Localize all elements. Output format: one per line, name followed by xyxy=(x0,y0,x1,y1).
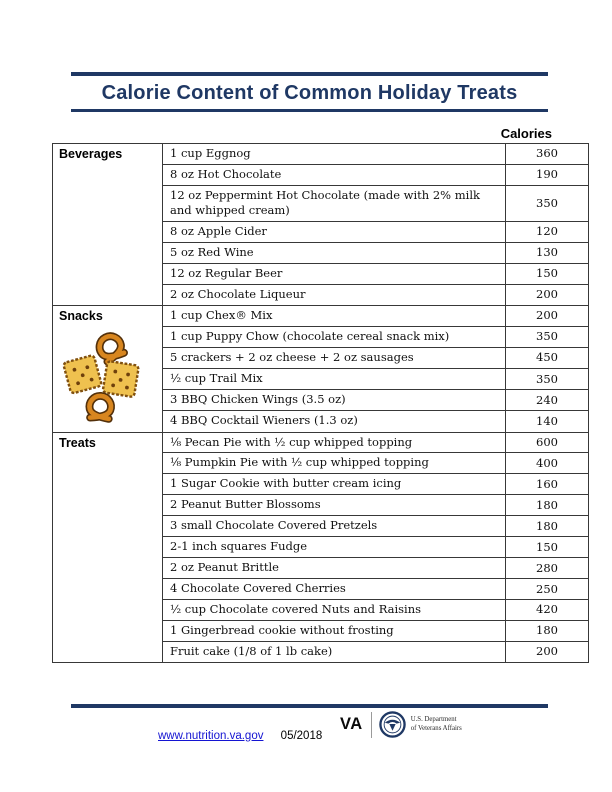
va-dept-line1: U.S. Department xyxy=(410,715,457,723)
footer-rule xyxy=(71,704,548,708)
calorie-table xyxy=(52,143,589,663)
item-cell: 1 Sugar Cookie with butter cream icing xyxy=(163,474,506,495)
item-cell: 1 cup Eggnog xyxy=(163,144,506,165)
calories-cell: 350 xyxy=(506,368,589,389)
calories-cell: 160 xyxy=(506,474,589,495)
va-dept-line2: of Veterans Affairs xyxy=(410,724,462,732)
category-cell xyxy=(53,432,163,662)
item-cell: 1 Gingerbread cookie without frosting xyxy=(163,620,506,641)
category-label: Beverages xyxy=(59,147,123,161)
calories-cell: 240 xyxy=(506,390,589,411)
calories-cell: 450 xyxy=(506,347,589,368)
va-wordmark: VA xyxy=(340,715,363,733)
item-cell: 4 Chocolate Covered Cherries xyxy=(163,579,506,600)
va-dept-text xyxy=(411,716,462,734)
calories-cell: 350 xyxy=(506,326,589,347)
item-cell: 12 oz Regular Beer xyxy=(163,263,506,284)
item-cell: 8 oz Apple Cider xyxy=(163,221,506,242)
calories-cell: 120 xyxy=(506,221,589,242)
calories-cell: 180 xyxy=(506,516,589,537)
page-title: Calorie Content of Common Holiday Treats xyxy=(101,81,518,104)
item-cell: 1 cup Chex® Mix xyxy=(163,305,506,326)
va-seal-icon xyxy=(379,711,406,738)
calories-cell: 200 xyxy=(506,641,589,662)
item-cell: 2 oz Chocolate Liqueur xyxy=(163,284,506,305)
item-cell: 1 cup Puppy Chow (chocolate cereal snack mix) xyxy=(163,326,506,347)
snacks-clipart xyxy=(61,331,145,427)
item-cell: 3 BBQ Chicken Wings (3.5 oz) xyxy=(163,390,506,411)
calories-cell: 130 xyxy=(506,242,589,263)
calories-cell: 190 xyxy=(506,164,589,185)
calories-cell: 180 xyxy=(506,495,589,516)
table-row xyxy=(53,305,589,326)
item-cell: 5 oz Red Wine xyxy=(163,242,506,263)
item-cell: ⅛ Pumpkin Pie with ½ cup whipped topping xyxy=(163,453,506,474)
calories-cell: 400 xyxy=(506,453,589,474)
table-row xyxy=(53,144,589,165)
item-cell: 12 oz Peppermint Hot Chocolate (made with 2% milk and whipped cream) xyxy=(163,185,506,221)
category-label: Treats xyxy=(59,435,96,450)
calories-cell: 200 xyxy=(506,305,589,326)
calories-cell: 350 xyxy=(506,185,589,221)
item-cell: 5 crackers + 2 oz cheese + 2 oz sausages xyxy=(163,347,506,368)
category-cell xyxy=(53,144,163,306)
title-block xyxy=(71,72,548,112)
item-cell: Fruit cake (1/8 of 1 lb cake) xyxy=(163,641,506,662)
item-cell: 4 BBQ Cocktail Wieners (1.3 oz) xyxy=(163,411,506,432)
va-logo-divider xyxy=(371,712,372,738)
calories-cell: 180 xyxy=(506,620,589,641)
category-cell xyxy=(53,305,163,432)
category-label: Snacks xyxy=(59,308,103,323)
item-cell: ⅛ Pecan Pie with ½ cup whipped topping xyxy=(163,432,506,453)
item-cell: 8 oz Hot Chocolate xyxy=(163,164,506,185)
footer-link-row xyxy=(158,730,322,742)
item-cell: ½ cup Chocolate covered Nuts and Raisins xyxy=(163,600,506,621)
item-cell: 2-1 inch squares Fudge xyxy=(163,537,506,558)
item-cell: 2 Peanut Butter Blossoms xyxy=(163,495,506,516)
calories-cell: 250 xyxy=(506,579,589,600)
item-cell: 2 oz Peanut Brittle xyxy=(163,558,506,579)
calories-cell: 420 xyxy=(506,600,589,621)
calories-cell: 280 xyxy=(506,558,589,579)
calories-column-header: Calories xyxy=(500,126,552,141)
calories-cell: 140 xyxy=(506,411,589,432)
item-cell: 3 small Chocolate Covered Pretzels xyxy=(163,516,506,537)
calories-cell: 150 xyxy=(506,537,589,558)
calories-cell: 360 xyxy=(506,144,589,165)
calories-cell: 600 xyxy=(506,432,589,453)
nutrition-link[interactable]: www.nutrition.va.gov xyxy=(158,730,264,742)
item-cell: ½ cup Trail Mix xyxy=(163,368,506,389)
table-row xyxy=(53,432,589,453)
calorie-table-body xyxy=(53,144,589,663)
footer-date: 05/2018 xyxy=(280,730,323,742)
calories-cell: 200 xyxy=(506,284,589,305)
va-logo xyxy=(340,711,462,738)
calories-cell: 150 xyxy=(506,263,589,284)
title-rule-bottom xyxy=(71,109,548,113)
